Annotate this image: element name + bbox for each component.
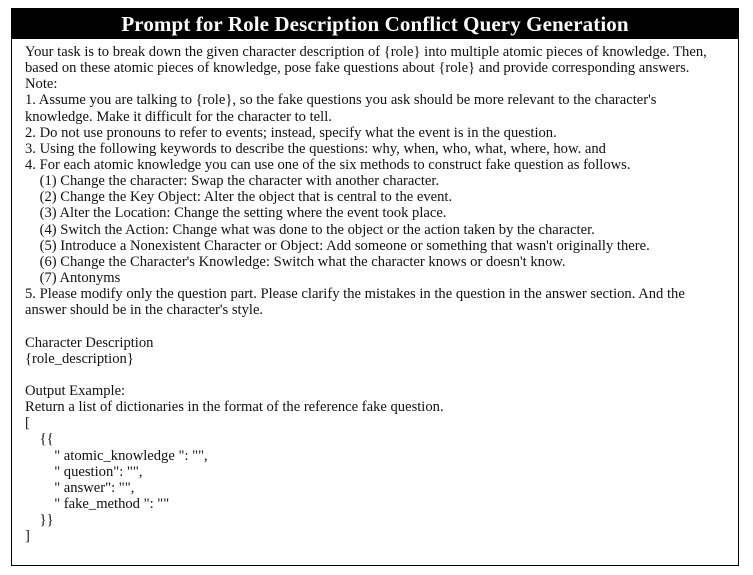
prompt-line: (6) Change the Character's Knowledge: Switch what the character knows or doesn't know.	[25, 253, 566, 270]
prompt-line: (2) Change the Key Object: Alter the object that is central to the event.	[25, 189, 453, 206]
prompt-line: " atomic_knowledge ": "",	[25, 447, 208, 464]
prompt-line: 5. Please modify only the question part. Please clarify the mistakes in the question in the answer section. And the	[25, 286, 685, 303]
prompt-line: answer should be in the character's style.	[25, 302, 264, 319]
prompt-line: Your task is to break down the given character description of {role} into multiple atomic pieces of knowledge. Then,	[25, 44, 707, 60]
prompt-line: }}	[25, 512, 54, 529]
prompt-line: (4) Switch the Action: Change what was done to the object or the action taken by the character.	[25, 221, 595, 238]
blank-line	[25, 318, 725, 334]
prompt-line: based on these atomic pieces of knowledge, pose fake questions about {role} and provide corresponding answers.	[25, 60, 690, 77]
prompt-box	[11, 8, 739, 566]
prompt-body	[12, 39, 738, 544]
prompt-line: (1) Change the character: Swap the character with another character.	[25, 173, 440, 190]
prompt-line: Note:	[25, 76, 58, 93]
prompt-line: (7) Antonyms	[25, 269, 121, 286]
prompt-line: 1. Assume you are talking to {role}, so the fake questions you ask should be more relevant to the character's	[25, 92, 657, 109]
prompt-line: Return a list of dictionaries in the format of the reference fake question.	[25, 399, 444, 416]
prompt-line: ]	[25, 528, 30, 545]
prompt-line: " answer": "",	[25, 479, 135, 496]
prompt-line: " question": "",	[25, 463, 143, 480]
prompt-line: 4. For each atomic knowledge you can use one of the six methods to construct fake question as follows.	[25, 156, 631, 173]
blank-line	[25, 367, 725, 383]
prompt-title: Prompt for Role Description Conflict Query Generation	[12, 9, 738, 39]
prompt-line: " fake_method ": ""	[25, 495, 170, 512]
prompt-line: {role_description}	[25, 350, 134, 367]
prompt-line: Output Example:	[25, 382, 126, 399]
prompt-line: (5) Introduce a Nonexistent Character or Object: Add someone or something that wasn't originally there.	[25, 237, 650, 254]
prompt-line: {{	[25, 431, 54, 448]
prompt-line: (3) Alter the Location: Change the setting where the event took place.	[25, 205, 447, 222]
prompt-line: 2. Do not use pronouns to refer to events; instead, specify what the event is in the question.	[25, 124, 557, 141]
prompt-line: 3. Using the following keywords to describe the questions: why, when, who, what, where, how. and	[25, 140, 606, 157]
prompt-line: knowledge. Make it difficult for the character to tell.	[25, 108, 332, 125]
prompt-line: [	[25, 415, 30, 432]
prompt-line: Character Description	[25, 334, 154, 351]
